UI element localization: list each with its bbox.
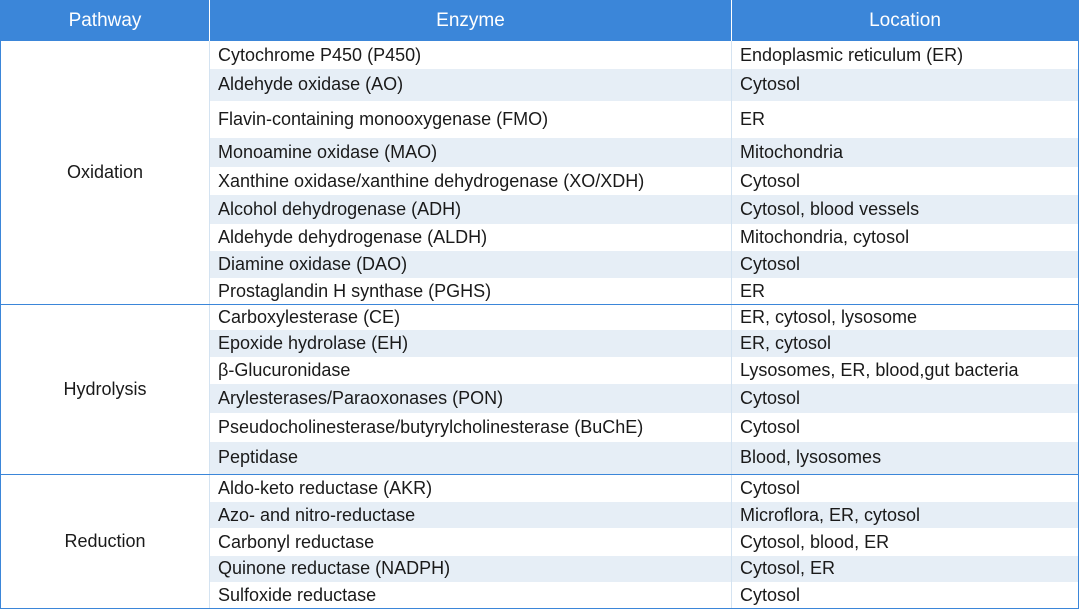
location-cell: Lysosomes, ER, blood,gut bacteria (732, 357, 1079, 384)
enzyme-cell: Xanthine oxidase/xanthine dehydrogenase (XO/XDH) (210, 167, 732, 194)
location-cell: Cytosol (732, 167, 1079, 194)
location-cell: ER (732, 278, 1079, 305)
enzyme-cell: Flavin-containing monooxygenase (FMO) (210, 101, 732, 138)
enzyme-cell: Peptidase (210, 442, 732, 475)
location-cell: Endoplasmic reticulum (ER) (732, 41, 1079, 69)
enzyme-cell: Quinone reductase (NADPH) (210, 556, 732, 582)
location-cell: Cytosol, blood, ER (732, 528, 1079, 555)
location-cell: ER, cytosol, lysosome (732, 305, 1079, 330)
table-row (1, 475, 1079, 502)
enzyme-cell: Azo- and nitro-reductase (210, 502, 732, 528)
enzyme-cell: Sulfoxide reductase (210, 582, 732, 608)
enzyme-cell: β-Glucuronidase (210, 357, 732, 384)
location-cell: Mitochondria, cytosol (732, 224, 1079, 251)
location-cell: Cytosol, ER (732, 556, 1079, 582)
enzyme-cell: Prostaglandin H synthase (PGHS) (210, 278, 732, 305)
pathway-cell: Hydrolysis (1, 305, 210, 475)
enzyme-cell: Diamine oxidase (DAO) (210, 251, 732, 277)
enzyme-cell: Aldehyde oxidase (AO) (210, 69, 732, 100)
enzyme-cell: Carbonyl reductase (210, 528, 732, 555)
enzyme-cell: Cytochrome P450 (P450) (210, 41, 732, 69)
location-cell: ER, cytosol (732, 330, 1079, 356)
enzyme-cell: Pseudocholinesterase/butyrylcholinesterase (BuChE) (210, 413, 732, 441)
pathway-cell: Oxidation (1, 41, 210, 305)
enzyme-cell: Monoamine oxidase (MAO) (210, 138, 732, 167)
table-row (1, 41, 1079, 69)
enzyme-cell: Aldo-keto reductase (AKR) (210, 475, 732, 502)
location-cell: Cytosol (732, 475, 1079, 502)
location-cell: Cytosol, blood vessels (732, 195, 1079, 224)
location-cell: ER (732, 101, 1079, 138)
enzyme-cell: Carboxylesterase (CE) (210, 305, 732, 330)
table-row (1, 305, 1079, 330)
location-cell: Blood, lysosomes (732, 442, 1079, 475)
enzyme-cell: Aldehyde dehydrogenase (ALDH) (210, 224, 732, 251)
pathway-cell: Reduction (1, 475, 210, 609)
location-cell: Mitochondria (732, 138, 1079, 167)
table-body (1, 41, 1079, 609)
location-cell: Cytosol (732, 69, 1079, 100)
location-cell: Cytosol (732, 251, 1079, 277)
location-cell: Cytosol (732, 384, 1079, 413)
enzyme-cell: Epoxide hydrolase (EH) (210, 330, 732, 356)
location-cell: Cytosol (732, 582, 1079, 608)
header-row (1, 1, 1079, 42)
location-column-header: Location (732, 1, 1079, 42)
enzyme-cell: Alcohol dehydrogenase (ADH) (210, 195, 732, 224)
pathway-column-header: Pathway (1, 1, 210, 42)
location-cell: Cytosol (732, 413, 1079, 441)
enzyme-column-header: Enzyme (210, 1, 732, 42)
enzyme-cell: Arylesterases/Paraoxonases (PON) (210, 384, 732, 413)
location-cell: Microflora, ER, cytosol (732, 502, 1079, 528)
